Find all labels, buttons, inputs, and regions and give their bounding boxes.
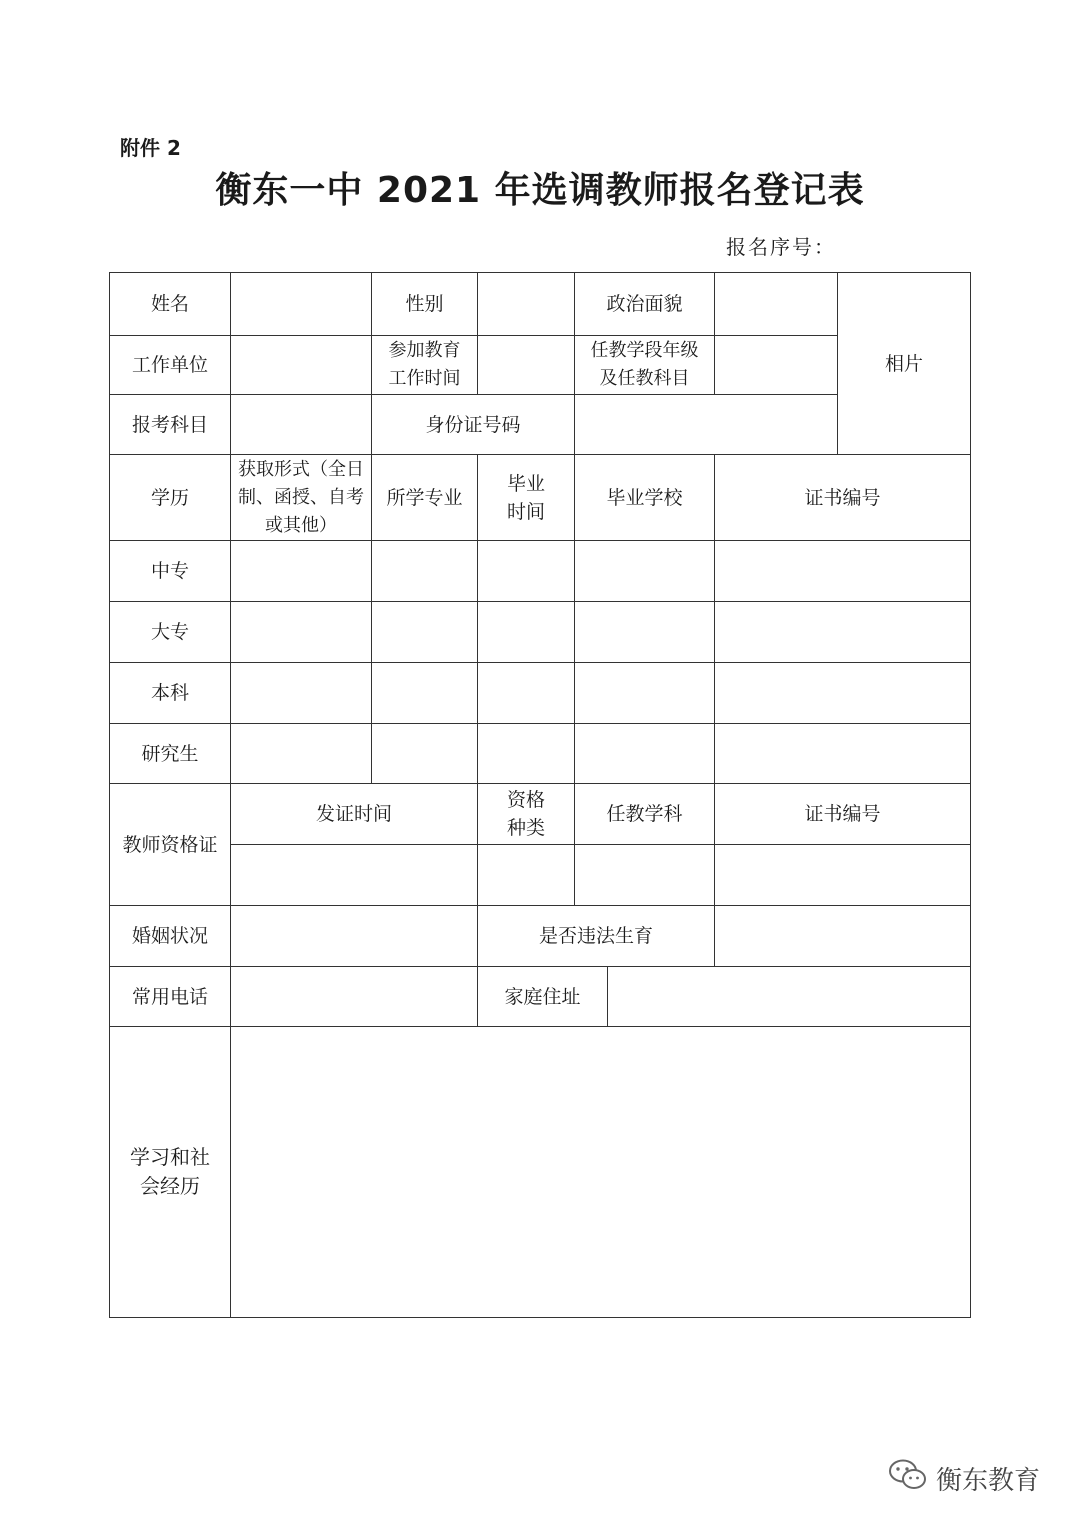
edu-field[interactable]: [230, 723, 372, 784]
photo-box[interactable]: 相片: [837, 272, 971, 455]
cert-subject-field[interactable]: [574, 844, 715, 906]
teaching-grade-field[interactable]: [714, 335, 838, 395]
education-label: 学历: [109, 454, 231, 541]
politics-label: 政治面貌: [574, 272, 715, 336]
edu-field[interactable]: [574, 601, 715, 663]
edu-field[interactable]: [477, 601, 575, 663]
edu-field[interactable]: [477, 540, 575, 602]
issue-date-field[interactable]: [230, 844, 478, 906]
address-label: 家庭住址: [477, 966, 608, 1027]
cert-subject-label: 任教学科: [574, 783, 715, 845]
exam-subject-field[interactable]: [230, 394, 372, 455]
edu-start-label: 参加教育 工作时间: [371, 335, 478, 395]
edu-field[interactable]: [477, 723, 575, 784]
edu-field[interactable]: [714, 540, 971, 602]
school-label: 毕业学校: [574, 454, 715, 541]
edu-field[interactable]: [230, 662, 372, 724]
major-label: 所学专业: [371, 454, 478, 541]
teacher-cert-label: 教师资格证: [109, 783, 231, 906]
politics-field[interactable]: [714, 272, 838, 336]
edu-level-label: 本科: [109, 662, 231, 724]
acquisition-label: 获取形式（全日 制、函授、自考 或其他）: [230, 454, 372, 541]
edu-field[interactable]: [714, 601, 971, 663]
phone-field[interactable]: [230, 966, 478, 1027]
issue-date-label: 发证时间: [230, 783, 478, 845]
id-number-field[interactable]: [574, 394, 838, 455]
edu-field[interactable]: [230, 540, 372, 602]
edu-field[interactable]: [574, 540, 715, 602]
edu-field[interactable]: [714, 723, 971, 784]
marriage-label: 婚姻状况: [109, 905, 231, 967]
qualification-type-field[interactable]: [477, 844, 575, 906]
experience-field[interactable]: [230, 1026, 971, 1318]
teaching-grade-label: 任教学段年级 及任教科目: [574, 335, 715, 395]
cert-no-label: 证书编号: [714, 454, 971, 541]
edu-level-label: 大专: [109, 601, 231, 663]
wechat-icon: [888, 1458, 928, 1499]
edu-field[interactable]: [230, 601, 372, 663]
attachment-label: 附件 2: [120, 136, 181, 160]
gender-field[interactable]: [477, 272, 575, 336]
teacher-cert-no-field[interactable]: [714, 844, 971, 906]
watermark-text: 衡东教育: [936, 1466, 1041, 1496]
edu-field[interactable]: [477, 662, 575, 724]
edu-level-label: 中专: [109, 540, 231, 602]
edu-field[interactable]: [371, 723, 478, 784]
watermark: [888, 1458, 1040, 1499]
grad-time-label: 毕业 时间: [477, 454, 575, 541]
page-title: 衡东一中 2021 年选调教师报名登记表: [215, 170, 865, 211]
teacher-cert-no-label: 证书编号: [714, 783, 971, 845]
work-unit-field[interactable]: [230, 335, 372, 395]
serial-number-label: 报名序号：: [726, 235, 836, 259]
exam-subject-label: 报考科目: [109, 394, 231, 455]
address-field[interactable]: [607, 966, 971, 1027]
gender-label: 性别: [371, 272, 478, 336]
experience-label: 学习和社 会经历: [109, 1026, 231, 1318]
edu-start-field[interactable]: [477, 335, 575, 395]
illegal-birth-field[interactable]: [714, 905, 971, 967]
edu-field[interactable]: [714, 662, 971, 724]
illegal-birth-label: 是否违法生育: [477, 905, 715, 967]
phone-label: 常用电话: [109, 966, 231, 1027]
work-unit-label: 工作单位: [109, 335, 231, 395]
name-label: 姓名: [109, 272, 231, 336]
qualification-type-label: 资格 种类: [477, 783, 575, 845]
marriage-field[interactable]: [230, 905, 478, 967]
edu-level-label: 研究生: [109, 723, 231, 784]
edu-field[interactable]: [371, 601, 478, 663]
name-field[interactable]: [230, 272, 372, 336]
edu-field[interactable]: [371, 540, 478, 602]
edu-field[interactable]: [574, 723, 715, 784]
edu-field[interactable]: [574, 662, 715, 724]
edu-field[interactable]: [371, 662, 478, 724]
id-number-label: 身份证号码: [371, 394, 575, 455]
